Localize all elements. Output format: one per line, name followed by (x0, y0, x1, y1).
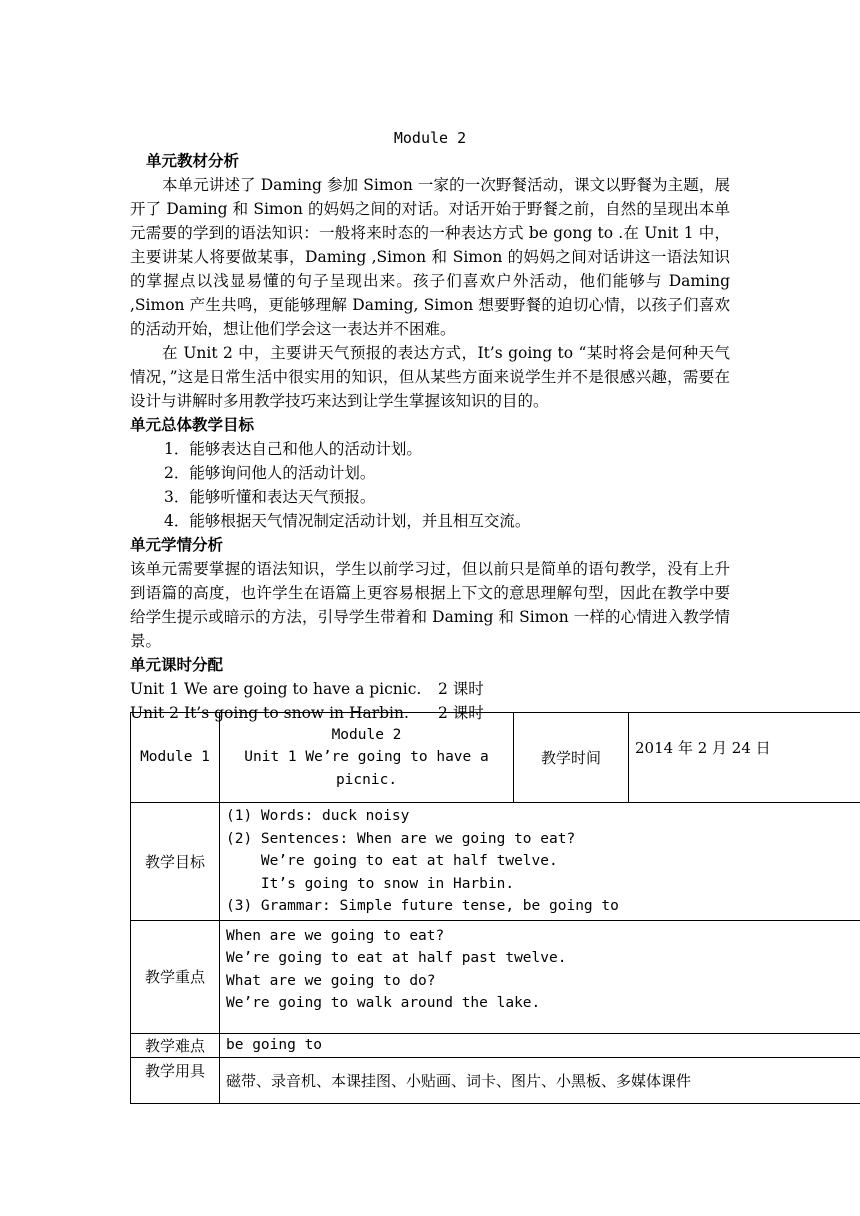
paragraph-materials-2: 在 Unit 2 中，主要讲天气预报的表达方式，It’s going to “某时将会是何种天气情况，”这是日常生活中很实用的知识，但从某些方面来说学生并不是很感兴趣，需要在设计与讲解时多用教学技巧来达到让学生掌握该知识的目的。 (130, 344, 730, 410)
difficulty-label-cell: 教学难点 (131, 1033, 220, 1057)
key-point-line: What are we going to do? (226, 972, 436, 989)
lesson-title-line: picnic. (335, 771, 398, 788)
table-row (131, 1057, 860, 1103)
key-points-label-cell: 教学重点 (131, 920, 220, 1033)
table-row (131, 920, 860, 1033)
section-heading-schedule: 单元课时分配 (130, 655, 224, 674)
goals-content-cell (220, 803, 860, 921)
date-cell: 2014 年 2 月 24 日 (629, 713, 860, 803)
lesson-title-line: Module 2 (331, 726, 402, 743)
section-heading-students: 单元学情分析 (130, 535, 224, 554)
goal-line: (2) Sentences: When are we going to eat? (226, 830, 576, 847)
goal-item: 4．能够根据天气情况制定活动计划，并且相互交流。 (164, 512, 531, 530)
paragraph-students: 该单元需要掌握的语法知识，学生以前学习过，但以前只是简单的语句教学，没有上升到语篇的高度，也许学生在语篇上更容易根据上下文的意思理解句型，因此在教学中要给学生提示或暗示的方法，引导学生带着和 Daming 和 Simon 一样的心情进入教学情景。 (130, 560, 730, 650)
table-row (131, 1033, 860, 1057)
key-points-content-cell (220, 920, 860, 1033)
page-title: Module 2 (393, 129, 467, 147)
key-point-line: When are we going to eat? (226, 927, 445, 944)
schedule-row (130, 677, 730, 701)
schedule-hours: 2 课时 (438, 680, 484, 698)
table-row (131, 803, 860, 921)
goal-item: 3．能够听懂和表达天气预报。 (164, 488, 376, 506)
document-body (130, 149, 730, 725)
goal-item: 2．能够询问他人的活动计划。 (164, 464, 376, 482)
time-label-cell: 教学时间 (514, 713, 629, 803)
goal-item: 1．能够表达自己和他人的活动计划。 (164, 440, 422, 458)
paragraph-materials-1: 本单元讲述了 Daming 参加 Simon 一家的一次野餐活动，课文以野餐为主题，展开了 Daming 和 Simon 的妈妈之间的对话。对话开始于野餐之前，自然的呈现出本单元需要的学到的语法知识：一般将来时态的一种表达方式 be gong to .在 Unit 1 中，主要讲某人将要做某事，Daming ,Simon 和 Simon 的妈妈之间对话讲这一语法知识的掌握点以浅显易懂的句子呈现出来。孩子们喜欢户外活动，他们能够与 Daming ,Simon 产生共鸣，更能够理解 Daming, Simon 想要野餐的迫切心情，以孩子们喜欢的活动开始，想让他们学会这一表达并不困难。 (130, 176, 730, 338)
section-heading-goals: 单元总体教学目标 (130, 415, 255, 434)
tools-content-cell: 磁带、录音机、本课挂图、小贴画、词卡、图片、小黑板、多媒体课件 (220, 1057, 860, 1103)
goal-line: We’re going to eat at half twelve. (226, 853, 558, 869)
goal-line: (1) Words: duck noisy (226, 808, 410, 824)
lesson-title-cell (220, 713, 514, 803)
module-cell: Module 1 (131, 713, 220, 803)
schedule-unit: Unit 2 It’s going to snow in Harbin. (130, 704, 409, 722)
goal-line: It’s going to snow in Harbin. (226, 875, 515, 892)
goals-label-cell: 教学目标 (131, 803, 220, 921)
schedule-unit: Unit 1 We are going to have a picnic. (130, 680, 422, 698)
schedule-hours: 2 课时 (438, 704, 484, 722)
key-point-line: We’re going to walk around the lake. (226, 995, 541, 1011)
tools-label-cell: 教学用具 (131, 1057, 220, 1103)
key-point-line: We’re going to eat at half past twelve. (226, 950, 567, 966)
section-heading-materials: 单元教材分析 (146, 151, 240, 170)
difficulty-content-cell: be going to (220, 1033, 860, 1057)
table-row (131, 713, 860, 803)
lesson-plan-table (130, 712, 860, 1104)
goal-line: (3) Grammar: Simple future tense, be going to (226, 898, 619, 914)
lesson-title-line: Unit 1 We’re going to have a (244, 749, 489, 766)
